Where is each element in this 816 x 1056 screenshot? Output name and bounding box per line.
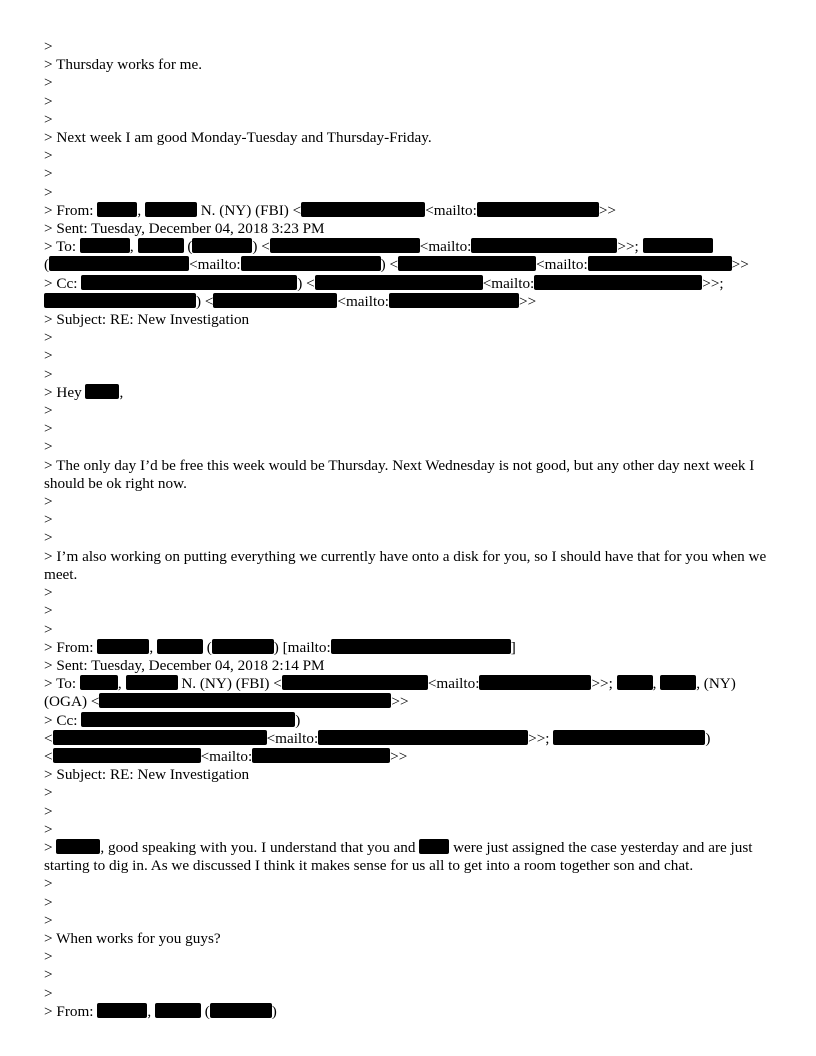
redaction-box xyxy=(389,293,519,308)
quote-line: > xyxy=(44,329,53,347)
quote-line: > xyxy=(44,365,53,383)
email-document xyxy=(44,38,774,1021)
redaction-box xyxy=(126,675,178,690)
redaction-box xyxy=(157,639,203,654)
redaction-box xyxy=(155,1003,201,1018)
quote-line: > xyxy=(44,438,53,456)
body-paragraph: > The only day I’d be free this week would be Thursday. Next Wednesday is not good, but any other day next week I should be ok right now. xyxy=(44,456,755,492)
body-line: > When works for you guys? xyxy=(44,929,221,947)
quote-line: > xyxy=(44,147,53,165)
redaction-box xyxy=(97,202,137,217)
cc-line: > Cc: ) xyxy=(44,711,301,729)
from-line: > From: , ( ) xyxy=(44,1002,277,1020)
redaction-box xyxy=(85,384,119,399)
quote-line: > xyxy=(44,584,53,602)
from-line: > From: , N. (NY) (FBI) < <mailto: >> xyxy=(44,201,616,219)
redaction-box xyxy=(241,256,381,271)
redaction-box xyxy=(419,839,449,854)
redaction-box xyxy=(282,675,428,690)
sent-line: > Sent: Tuesday, December 04, 2018 3:23 PM xyxy=(44,220,325,238)
quote-line: > xyxy=(44,875,53,893)
quote-line: > xyxy=(44,420,53,438)
redaction-box xyxy=(53,748,201,763)
redaction-box xyxy=(588,256,732,271)
quote-line: > xyxy=(44,802,53,820)
quote-line: > xyxy=(44,92,53,110)
greeting-line: > Hey , xyxy=(44,383,124,401)
quote-line: > xyxy=(44,38,53,55)
redaction-box xyxy=(534,275,702,290)
redaction-box xyxy=(617,675,653,690)
quote-line: > xyxy=(44,984,53,1002)
to-line-cont: (OGA) < >> xyxy=(44,693,409,711)
quote-line: > xyxy=(44,165,53,183)
redaction-box xyxy=(643,238,713,253)
quote-line: > xyxy=(44,602,53,620)
quote-line: > xyxy=(44,74,53,92)
quote-line: > xyxy=(44,948,53,966)
quote-line: > xyxy=(44,784,53,802)
redaction-box xyxy=(398,256,536,271)
sent-line: > Sent: Tuesday, December 04, 2018 2:14 PM xyxy=(44,656,325,674)
quote-line: > xyxy=(44,347,53,365)
redaction-box xyxy=(471,238,617,253)
redaction-box xyxy=(53,730,267,745)
redaction-box xyxy=(477,202,599,217)
redaction-box xyxy=(210,1003,272,1018)
quote-line: > xyxy=(44,620,53,638)
redaction-box xyxy=(301,202,425,217)
redaction-box xyxy=(81,275,297,290)
redaction-box xyxy=(252,748,390,763)
redaction-box xyxy=(49,256,189,271)
quote-line: > xyxy=(44,110,53,128)
quote-line: > xyxy=(44,402,53,420)
cc-line-cont: < <mailto: >>; ) xyxy=(44,729,711,747)
body-paragraph: > , good speaking with you. I understand that you and were just assigned the case yesterday and are just starting to dig in. As we discussed I think it makes sense for us all to get into a room together son and chat. xyxy=(44,838,753,875)
redaction-box xyxy=(99,693,391,708)
quote-line: > xyxy=(44,911,53,929)
body-line: > Thursday works for me. xyxy=(44,56,203,74)
to-line: > To: , N. (NY) (FBI) < <mailto: >>; , , (NY) xyxy=(44,675,736,693)
to-line: > To: , ( ) < <mailto: >>; xyxy=(44,238,774,256)
redaction-box xyxy=(80,238,130,253)
quote-line: > xyxy=(44,511,53,529)
quote-line: > xyxy=(44,529,53,547)
redaction-box xyxy=(56,839,100,854)
redaction-box xyxy=(97,1003,147,1018)
cc-line: > Cc: ) < <mailto: >>; xyxy=(44,274,724,292)
from-line: > From: , ( ) [mailto: ] xyxy=(44,638,516,656)
subject-line: > Subject: RE: New Investigation xyxy=(44,766,250,784)
cc-line-cont: < <mailto: >> xyxy=(44,747,408,765)
redaction-box xyxy=(660,675,696,690)
body-paragraph: > I’m also working on putting everything we currently have onto a disk for you, so I should have that for you when we meet. xyxy=(44,547,767,583)
redaction-box xyxy=(145,202,197,217)
redaction-box xyxy=(212,639,274,654)
redaction-box xyxy=(44,293,196,308)
redaction-box xyxy=(81,712,295,727)
redaction-box xyxy=(318,730,528,745)
redaction-box xyxy=(138,238,184,253)
quote-line: > xyxy=(44,493,53,511)
to-line-cont: ( <mailto: ) < <mailto: >> xyxy=(44,256,749,274)
redaction-box xyxy=(192,238,252,253)
redaction-box xyxy=(331,639,511,654)
redaction-box xyxy=(213,293,337,308)
redaction-box xyxy=(80,675,118,690)
quote-line: > xyxy=(44,183,53,201)
redaction-box xyxy=(315,275,483,290)
redaction-box xyxy=(270,238,420,253)
quote-line: > xyxy=(44,893,53,911)
redaction-box xyxy=(553,730,705,745)
redaction-box xyxy=(97,639,149,654)
cc-line-cont: ) < <mailto: >> xyxy=(44,293,774,311)
subject-line: > Subject: RE: New Investigation xyxy=(44,311,250,329)
body-line: > Next week I am good Monday-Tuesday and Thursday-Friday. xyxy=(44,129,432,147)
redaction-box xyxy=(479,675,591,690)
quote-line: > xyxy=(44,820,53,838)
quote-line: > xyxy=(44,966,53,984)
